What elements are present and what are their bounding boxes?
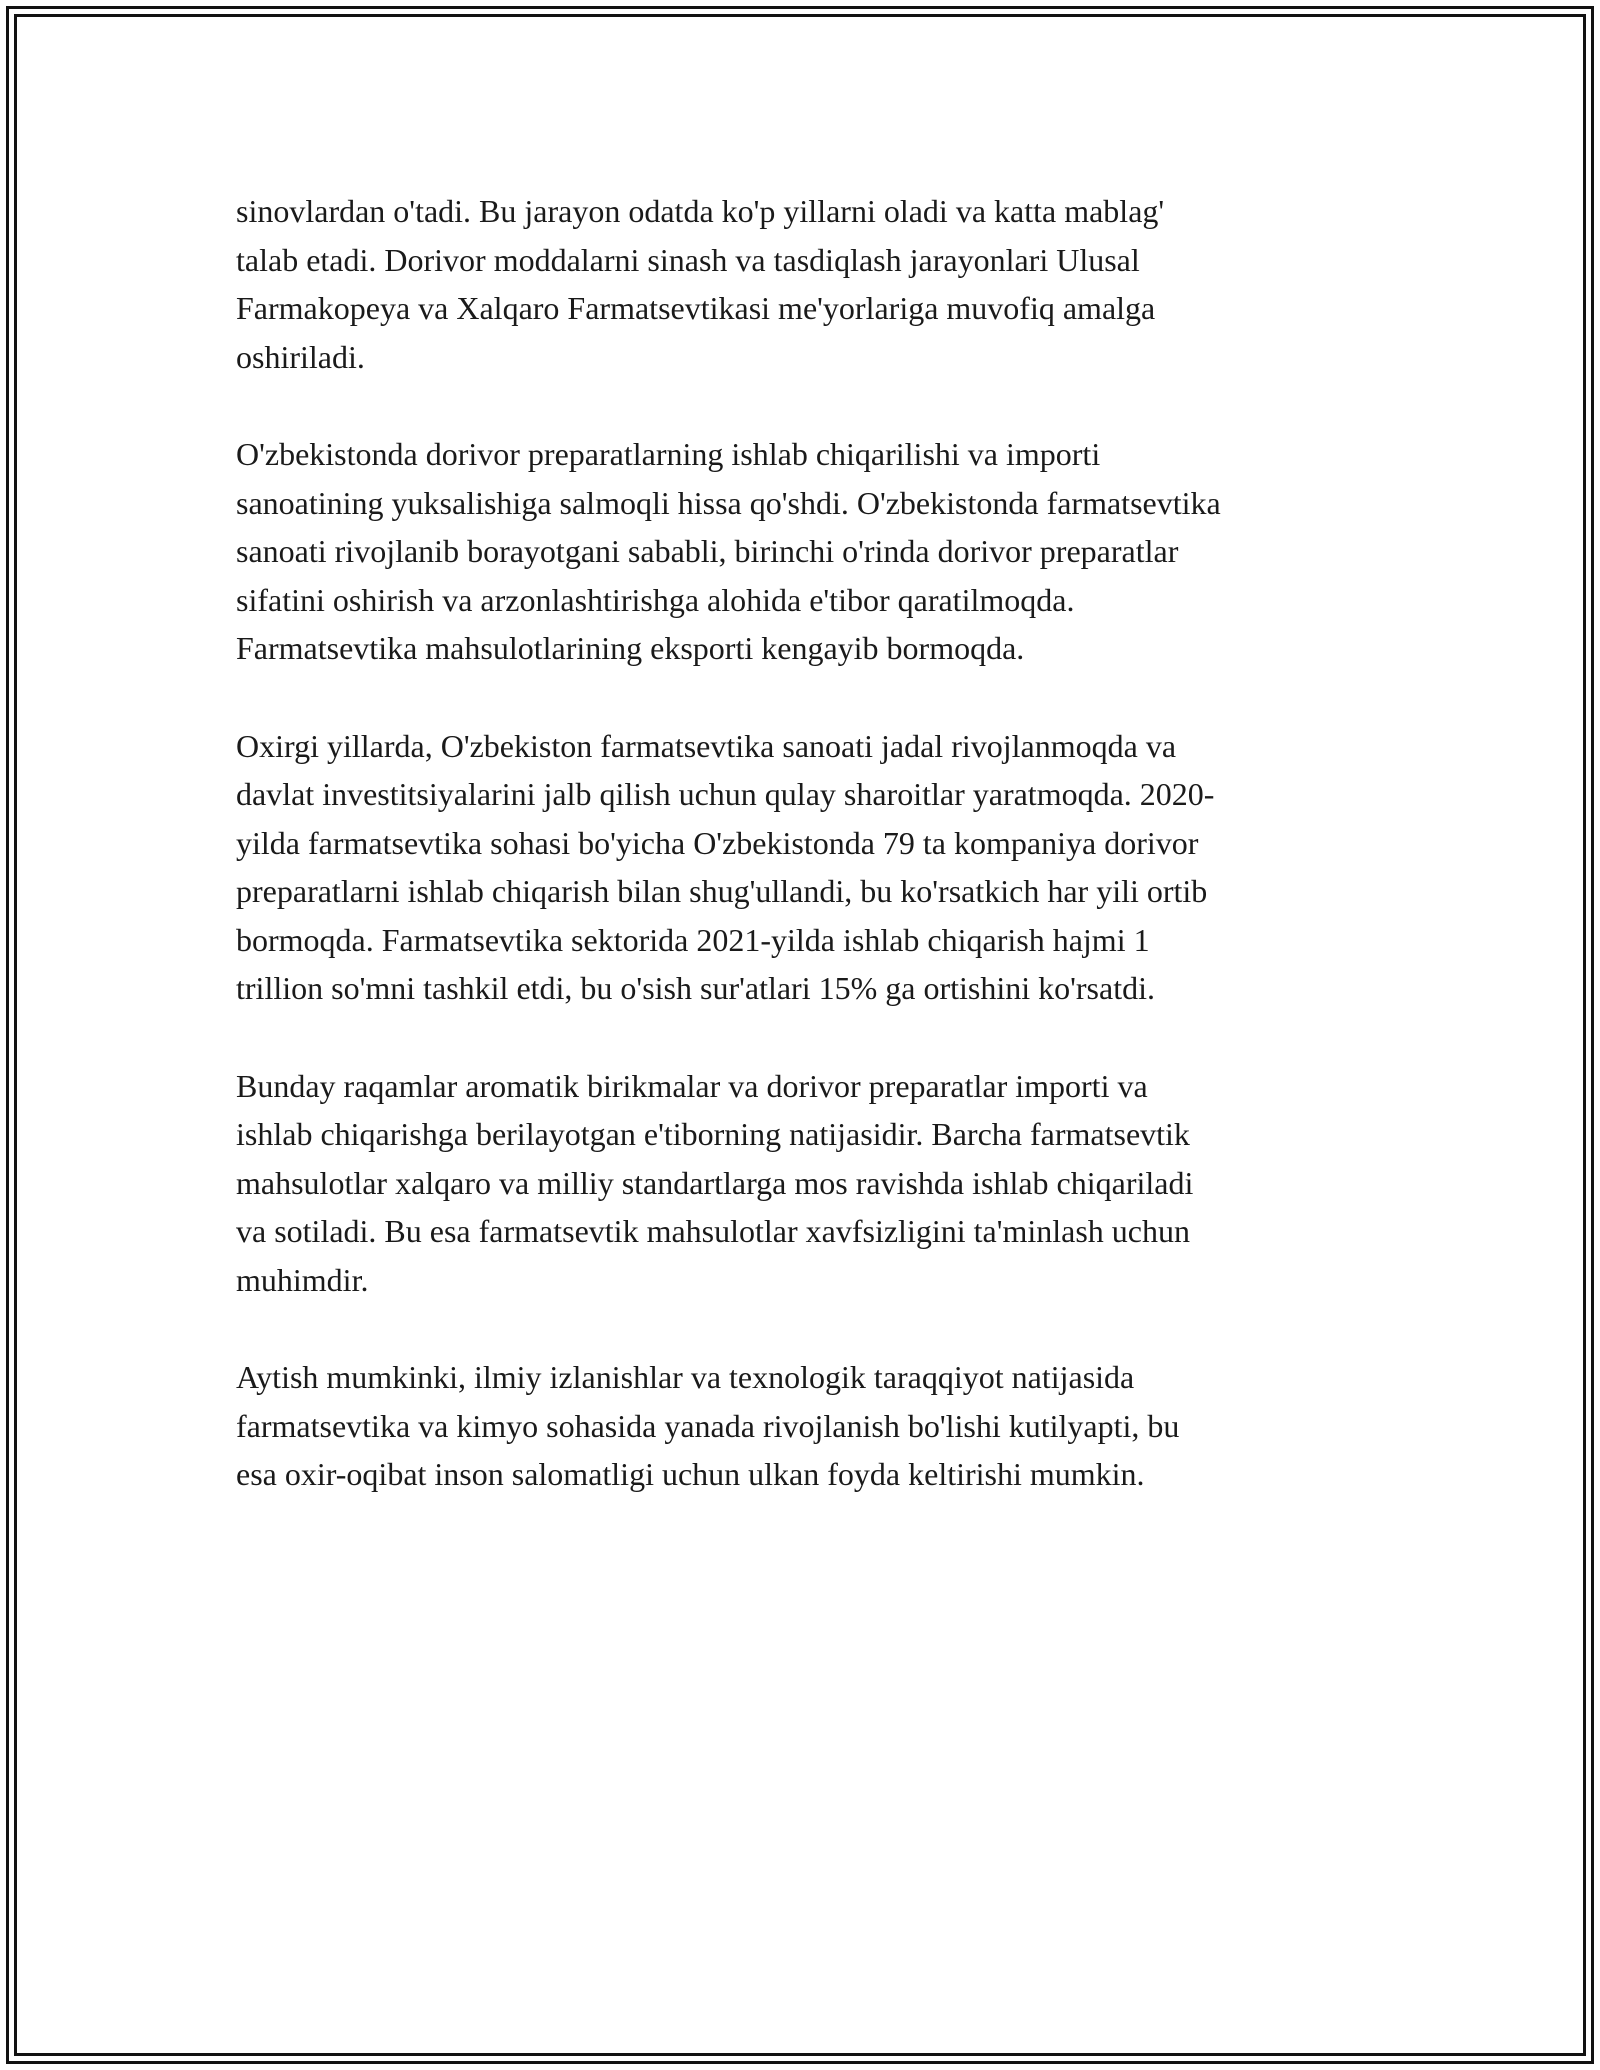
text-line: mahsulotlar xalqaro va milliy standartlarga mos ravishda ishlab chiqariladi [236,1164,1194,1201]
text-line: talab etadi. Dorivor moddalarni sinash va tasdiqlash jarayonlari Ulusal [236,241,1140,278]
text-line: davlat investitsiyalarini jalb qilish uchun qulay sharoitlar yaratmoqda. 2020- [236,776,1215,812]
paragraph-3 [236,722,1376,1013]
paragraph-4 [236,1062,1376,1305]
text-line: yilda farmatsevtika sohasi bo'yicha O'zbekistonda 79 ta kompaniya dorivor [236,824,1199,861]
text-line: farmatsevtika va kimyo sohasida yanada rivojlanish bo'lishi kutilyapti, bu [236,1407,1180,1444]
text-line: Farmakopeya va Xalqaro Farmatsevtikasi me'yorlariga muvofiq amalga [236,290,1156,326]
paragraph-2 [236,430,1376,673]
text-line: muhimdir. [236,1261,369,1298]
text-line: esa oxir-oqibat inson salomatligi uchun ulkan foyda keltirishi mumkin. [236,1456,1145,1492]
document-body [236,187,1376,1548]
text-line: trillion so'mni tashkil etdi, bu o'sish sur'atlari 15% ga ortishini ko'rsatdi. [236,970,1155,1006]
paragraph-1 [236,187,1376,381]
text-line: ishlab chiqarishga berilayotgan e'tiborning natijasidir. Barcha farmatsevtik [236,1116,1190,1152]
text-line: sinovlardan o'tadi. Bu jarayon odatda ko'p yillarni oladi va katta mablag' [236,193,1165,229]
text-line: sifatini oshirish va arzonlashtirishga alohida e'tibor qaratilmoqda. [236,581,1075,618]
text-line: Farmatsevtika mahsulotlarining eksporti kengayib bormoqda. [236,630,1025,666]
text-line: Aytish mumkinki, ilmiy izlanishlar va texnologik taraqqiyot natijasida [236,1359,1135,1395]
text-line: O'zbekistonda dorivor preparatlarning ishlab chiqarilishi va importi [236,436,1101,472]
text-line: preparatlarni ishlab chiqarish bilan shug'ullandi, bu ko'rsatkich har yili ortib [236,873,1208,909]
text-line: sanoati rivojlanib borayotgani sababli, birinchi o'rinda dorivor preparatlar [236,533,1179,569]
text-line: oshiriladi. [236,338,365,375]
text-line: bormoqda. Farmatsevtika sektorida 2021-yilda ishlab chiqarish hajmi 1 [236,921,1150,958]
text-line: Bunday raqamlar aromatik birikmalar va dorivor preparatlar importi va [236,1067,1148,1104]
text-line: sanoatining yuksalishiga salmoqli hissa qo'shdi. O'zbekistonda farmatsevtika [236,484,1221,521]
text-line: Oxirgi yillarda, O'zbekiston farmatsevtika sanoati jadal rivojlanmoqda va [236,727,1177,764]
paragraph-5 [236,1353,1376,1499]
text-line: va sotiladi. Bu esa farmatsevtik mahsulotlar xavfsizligini ta'minlash uchun [236,1213,1190,1249]
